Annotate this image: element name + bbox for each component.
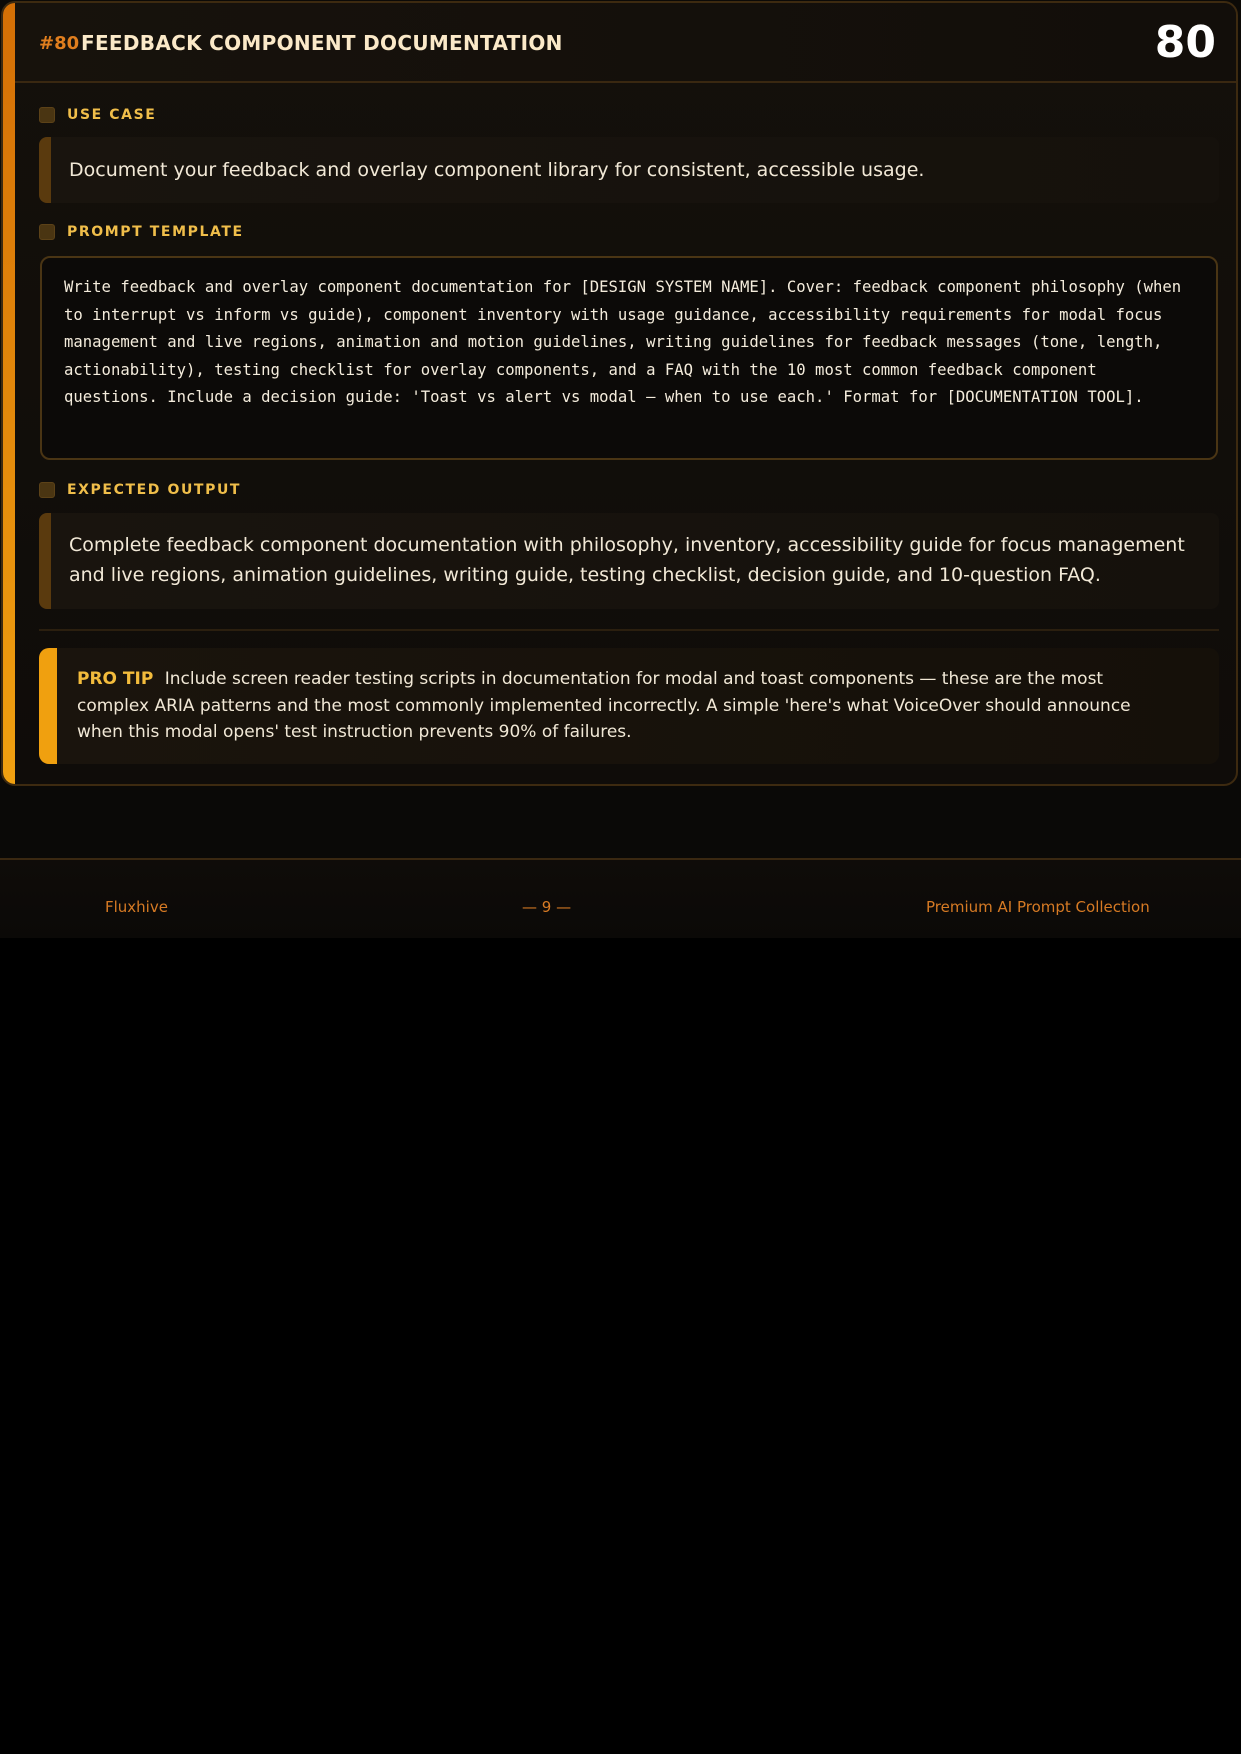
expected-output-text: Complete feedback component documentation with philosophy, inventory, accessibility guide for focus management and live regions, animation guidelines, writing guide, testing checklist, decision guide, and 10-question FAQ. — [69, 534, 1185, 586]
expected-output-heading — [39, 482, 241, 498]
card-accent-bar — [3, 3, 15, 784]
pro-tip-box — [39, 648, 1219, 764]
card-header — [15, 3, 1236, 83]
entry-number: #80 — [39, 33, 80, 54]
prompt-template-text[interactable]: Write feedback and overlay component documentation for [DESIGN SYSTEM NAME]. Cover: feedback component philosophy (when to interrupt vs inform vs guide), component inventory with usage guidance, accessibility requirements for modal focus management and live regions, animation and motion guidelines, writing guidelines for feedback messages (tone, length, actionability), testing checklist for overlay components, and a FAQ with the 10 most common feedback component questions. Include a decision guide: 'Toast vs alert vs modal — when to use each.' Format for [DOCUMENTATION TOOL]. — [64, 278, 1182, 406]
pro-tip-content — [77, 666, 1179, 746]
footer-brand: Fluxhive — [105, 898, 168, 916]
checkbox-square-icon — [39, 107, 55, 123]
entry-big-number: 80 — [1154, 17, 1216, 68]
use-case-block — [39, 137, 1219, 203]
checkbox-square-icon — [39, 224, 55, 240]
footer-collection: Premium AI Prompt Collection — [926, 898, 1150, 916]
prompt-card — [1, 1, 1238, 786]
prompt-template-block — [40, 256, 1218, 460]
expected-output-accent-bar — [39, 513, 51, 609]
section-divider — [39, 629, 1219, 631]
prompt-template-label: PROMPT TEMPLATE — [67, 224, 244, 240]
prompt-template-heading — [39, 224, 244, 240]
entry-title: FEEDBACK COMPONENT DOCUMENTATION — [81, 31, 563, 55]
pro-tip-label: PRO TIP — [77, 669, 154, 689]
footer-page-number: — 9 — — [522, 898, 572, 916]
checkbox-square-icon — [39, 482, 55, 498]
use-case-text: Document your feedback and overlay component library for consistent, accessible usage. — [69, 159, 925, 181]
use-case-heading — [39, 107, 156, 123]
use-case-label: USE CASE — [67, 107, 157, 123]
use-case-accent-bar — [39, 137, 51, 203]
pro-tip-text: Include screen reader testing scripts in documentation for modal and toast components — these are the most complex ARIA patterns and the most commonly implemented incorrectly. A simple 'here's what VoiceOver should announce when this modal opens' test instruction prevents 90% of failures. — [77, 669, 1131, 742]
expected-output-label: EXPECTED OUTPUT — [67, 482, 242, 498]
expected-output-block — [39, 513, 1219, 609]
page-footer — [0, 858, 1241, 938]
pro-tip-accent-bar — [39, 648, 57, 764]
